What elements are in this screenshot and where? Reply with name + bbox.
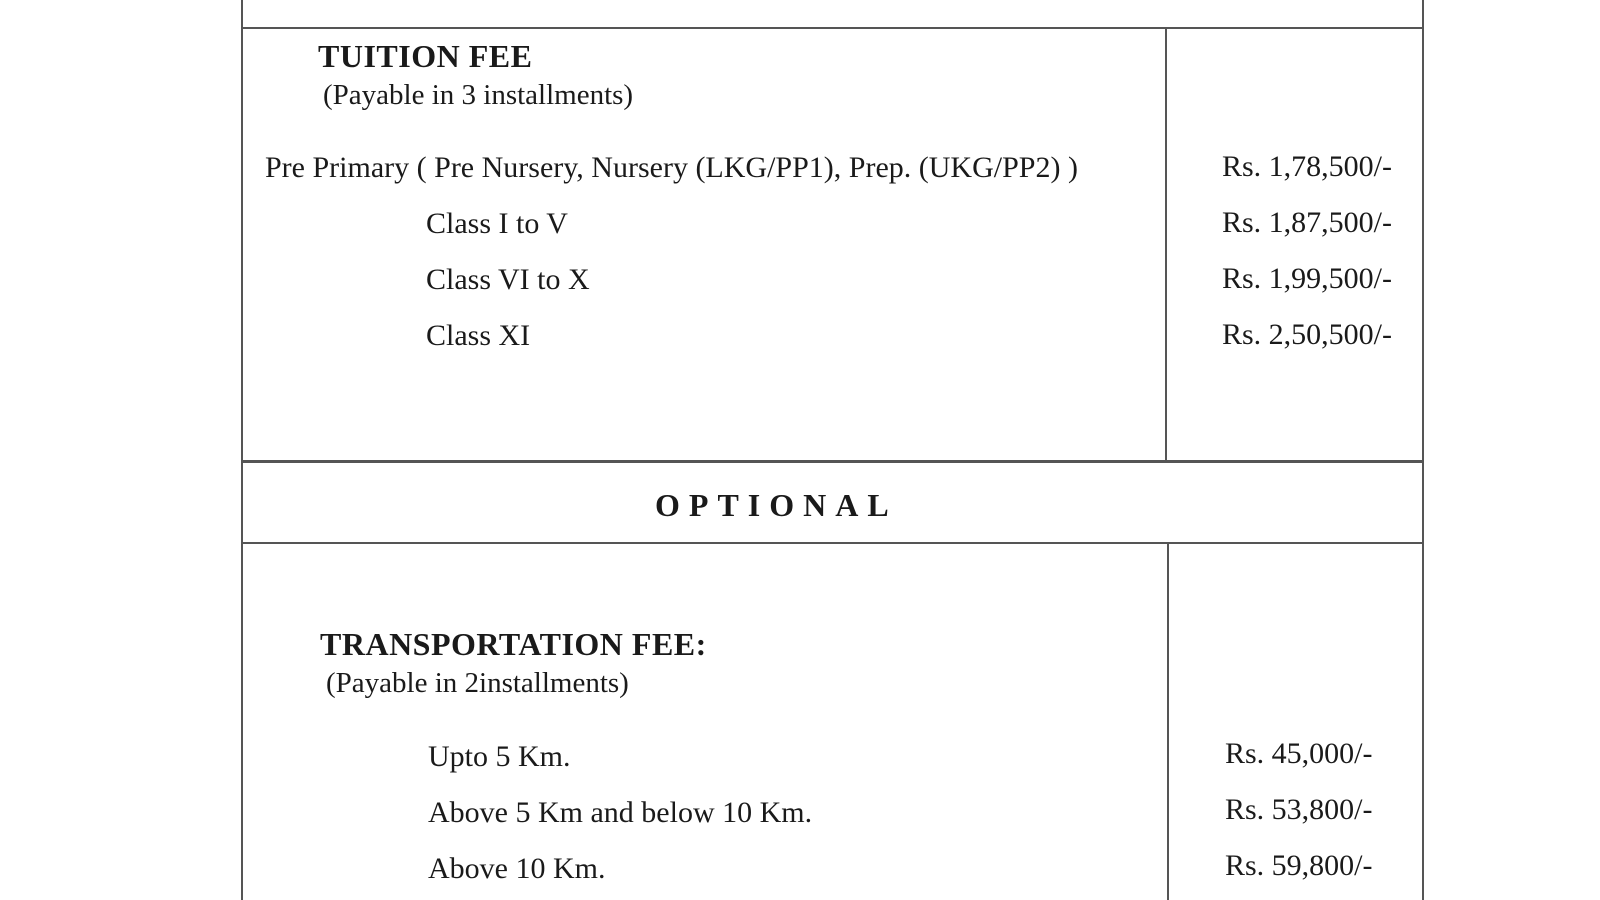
transport-row-label: Above 10 Km. xyxy=(428,852,606,885)
tuition-row-label: Pre Primary ( Pre Nursery, Nursery (LKG/PP1), Prep. (UKG/PP2) ) xyxy=(265,151,1078,184)
tuition-row-label: Class VI to X xyxy=(426,263,590,296)
transport-row-amount: Rs. 59,800/- xyxy=(1225,849,1373,882)
tuition-row-amount: Rs. 1,99,500/- xyxy=(1222,262,1393,295)
tuition-subheading: (Payable in 3 installments) xyxy=(323,79,634,111)
optional-bottom-rule xyxy=(241,542,1424,544)
table-right-border xyxy=(1422,0,1424,900)
tuition-row-label: Class I to V xyxy=(426,207,568,240)
optional-label: OPTIONAL xyxy=(655,487,898,523)
tuition-column-divider xyxy=(1165,27,1167,461)
tuition-row-amount: Rs. 1,87,500/- xyxy=(1222,206,1393,239)
tuition-row-label: Class XI xyxy=(426,319,531,352)
tuition-row-amount: Rs. 2,50,500/- xyxy=(1222,318,1393,351)
table-left-border xyxy=(241,0,243,900)
transport-row-label: Above 5 Km and below 10 Km. xyxy=(428,796,813,829)
top-rule xyxy=(241,27,1424,29)
transport-column-divider xyxy=(1167,542,1169,900)
transport-subheading: (Payable in 2installments) xyxy=(326,667,629,699)
transport-row-amount: Rs. 53,800/- xyxy=(1225,793,1373,826)
tuition-row-amount: Rs. 1,78,500/- xyxy=(1222,150,1393,183)
optional-top-rule xyxy=(241,460,1424,463)
tuition-heading: TUITION FEE xyxy=(318,38,533,74)
transport-heading: TRANSPORTATION FEE: xyxy=(320,626,707,662)
transport-row-label: Upto 5 Km. xyxy=(428,740,571,773)
transport-row-amount: Rs. 45,000/- xyxy=(1225,737,1373,770)
